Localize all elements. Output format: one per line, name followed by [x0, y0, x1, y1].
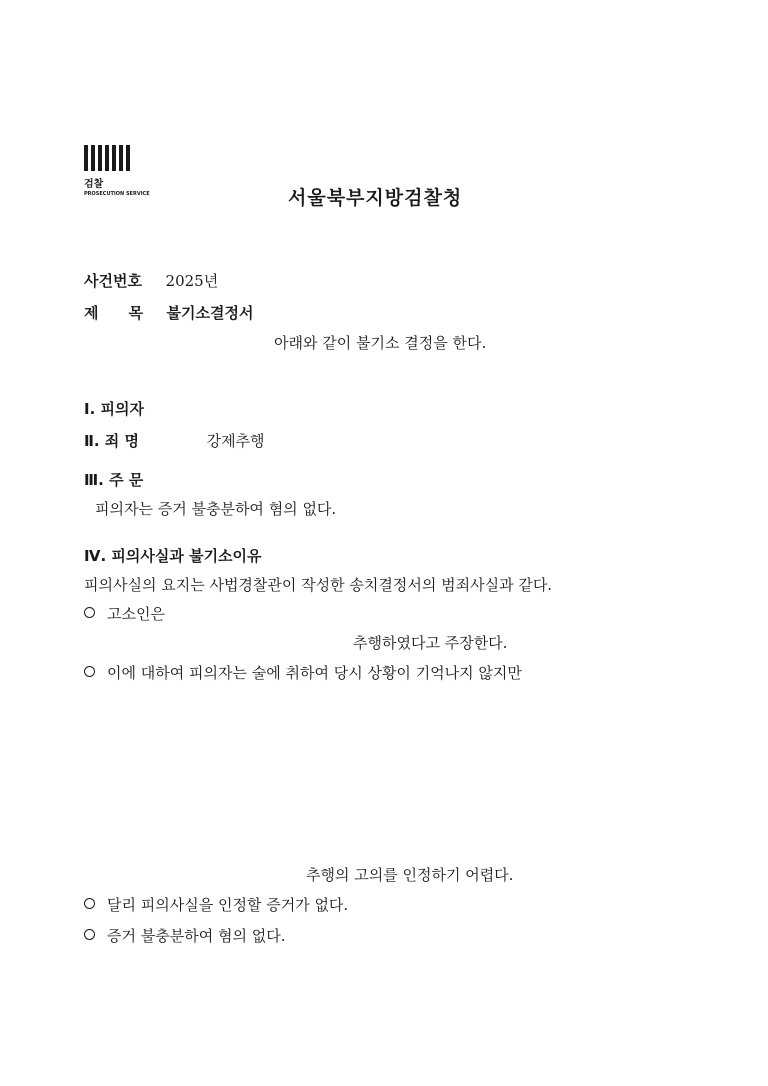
logo-text-ko: 검찰	[84, 179, 104, 190]
bullet-no-evidence	[84, 894, 348, 915]
conclusion-text: 추행의 고의를 인정하기 어렵다.	[306, 866, 514, 884]
bullet-circle-icon	[84, 666, 95, 677]
prosecution-emblem-icon	[84, 145, 144, 171]
charge-value: 강제추행	[206, 432, 265, 450]
bullet-circle-icon	[84, 898, 95, 909]
section-2-row	[84, 430, 265, 451]
intro-text: 아래와 같이 불기소 결정을 한다.	[274, 334, 487, 352]
case-number-label: 사건번호	[84, 272, 142, 290]
bullet-circle-icon	[84, 929, 95, 940]
bullet-suspect-text: 이에 대하여 피의자는 술에 취하여 당시 상황이 기억나지 않지만	[107, 664, 522, 682]
case-number-row	[84, 270, 218, 291]
bullet-no-evidence-text: 달리 피의사실을 인정할 증거가 없다.	[107, 896, 349, 914]
bullet-circle-icon	[84, 607, 95, 618]
section-1-heading: Ⅰ. 피의자	[84, 400, 144, 418]
subject-row	[84, 302, 254, 323]
facts-summary: 피의사실의 요지는 사법경찰관이 작성한 송치결정서의 범죄사실과 같다.	[84, 576, 553, 594]
logo-text-en: PROSECUTION SERVICE	[84, 191, 150, 197]
bullet-complainant	[84, 603, 165, 624]
bullet-complainant-text: 고소인은	[107, 605, 165, 623]
bullet-insufficient-text: 증거 불충분하여 혐의 없다.	[107, 927, 286, 945]
disposition-text: 피의자는 증거 불충분하여 혐의 없다.	[95, 500, 337, 518]
office-name: 서울북부지방검찰청	[288, 187, 463, 209]
bullet-insufficient	[84, 925, 285, 946]
case-number-value: 2025년	[165, 272, 219, 290]
section-2-heading: Ⅱ. 죄 명	[84, 432, 140, 450]
prosecution-logo	[84, 145, 150, 201]
subject-label: 제 목	[84, 304, 143, 322]
section-4-heading: Ⅳ. 피의사실과 불기소이유	[84, 547, 262, 565]
bullet-suspect	[84, 662, 522, 683]
bullet-complainant-cont: 추행하였다고 주장한다.	[353, 634, 508, 652]
subject-value: 불기소결정서	[166, 304, 254, 322]
section-3-heading: Ⅲ. 주 문	[84, 471, 144, 489]
